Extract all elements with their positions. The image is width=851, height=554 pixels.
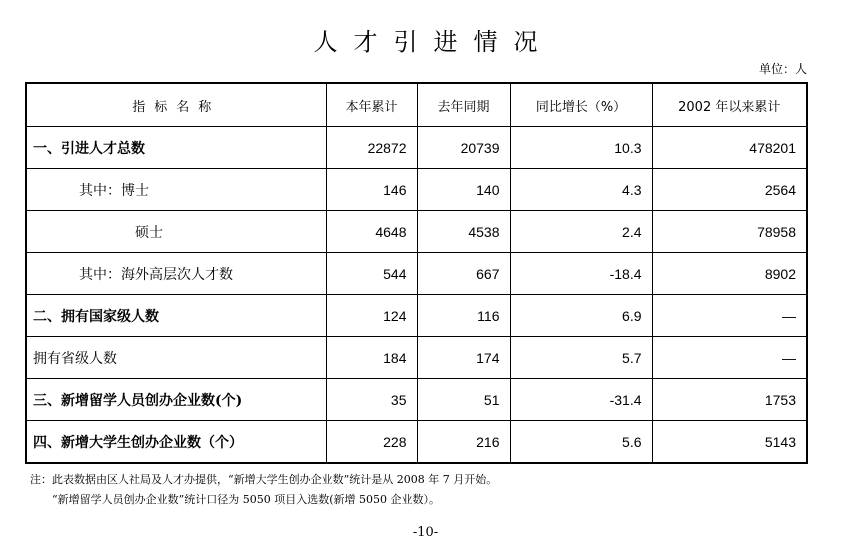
- footnotes: [30, 470, 497, 510]
- cell-growth: -18.4: [510, 253, 652, 295]
- cell-since-2002: 478201: [652, 127, 807, 169]
- header-growth: 同比增长（%）: [510, 83, 652, 127]
- cell-growth: -31.4: [510, 379, 652, 421]
- cell-this-year: 184: [326, 337, 417, 379]
- cell-last-year: 174: [417, 337, 510, 379]
- row-name: 拥有省级人数: [26, 337, 326, 379]
- table-row: [26, 379, 807, 421]
- cell-since-2002: 8902: [652, 253, 807, 295]
- table-row: [26, 421, 807, 464]
- cell-last-year: 51: [417, 379, 510, 421]
- row-name: 硕士: [26, 211, 326, 253]
- talent-statistics-table: [25, 82, 808, 464]
- table-row: [26, 127, 807, 169]
- cell-this-year: 544: [326, 253, 417, 295]
- cell-since-2002: —: [652, 295, 807, 337]
- cell-last-year: 667: [417, 253, 510, 295]
- table-row: [26, 253, 807, 295]
- row-name: 其中：博士: [26, 169, 326, 211]
- row-name: 其中：海外高层次人才数: [26, 253, 326, 295]
- page-number: -10-: [412, 525, 439, 540]
- cell-growth: 4.3: [510, 169, 652, 211]
- cell-growth: 5.6: [510, 421, 652, 464]
- cell-since-2002: —: [652, 337, 807, 379]
- header-since-2002: 2002 年以来累计: [652, 83, 807, 127]
- row-name: 三、新增留学人员创办企业数(个): [26, 379, 326, 421]
- cell-since-2002: 1753: [652, 379, 807, 421]
- cell-last-year: 140: [417, 169, 510, 211]
- cell-this-year: 228: [326, 421, 417, 464]
- cell-last-year: 20739: [417, 127, 510, 169]
- row-name: 一、引进人才总数: [26, 127, 326, 169]
- cell-since-2002: 5143: [652, 421, 807, 464]
- cell-this-year: 124: [326, 295, 417, 337]
- cell-this-year: 4648: [326, 211, 417, 253]
- table-header-row: [26, 83, 807, 127]
- cell-this-year: 22872: [326, 127, 417, 169]
- cell-growth: 10.3: [510, 127, 652, 169]
- cell-growth: 2.4: [510, 211, 652, 253]
- table-row: [26, 295, 807, 337]
- table-row: [26, 169, 807, 211]
- header-last-year: 去年同期: [417, 83, 510, 127]
- cell-growth: 6.9: [510, 295, 652, 337]
- cell-this-year: 35: [326, 379, 417, 421]
- footnote-line: 注：此表数据由区人社局及人才办提供，“新增大学生创办企业数”统计是从 2008 年 7 月开始。: [30, 473, 498, 486]
- row-name: 四、新增大学生创办企业数（个）: [26, 421, 326, 464]
- cell-since-2002: 78958: [652, 211, 807, 253]
- table-row: [26, 337, 807, 379]
- footnote-line: “新增留学人员创办企业数”统计口径为 5050 项目入选数(新增 5050 企业数）。: [52, 493, 441, 506]
- cell-since-2002: 2564: [652, 169, 807, 211]
- cell-last-year: 216: [417, 421, 510, 464]
- header-this-year: 本年累计: [326, 83, 417, 127]
- cell-growth: 5.7: [510, 337, 652, 379]
- table-row: [26, 211, 807, 253]
- cell-last-year: 4538: [417, 211, 510, 253]
- cell-last-year: 116: [417, 295, 510, 337]
- header-indicator-name: 指标名称: [26, 83, 326, 127]
- page-title: 人才引进情况: [313, 28, 554, 56]
- cell-this-year: 146: [326, 169, 417, 211]
- row-name: 二、拥有国家级人数: [26, 295, 326, 337]
- unit-label: 单位：人: [758, 62, 807, 76]
